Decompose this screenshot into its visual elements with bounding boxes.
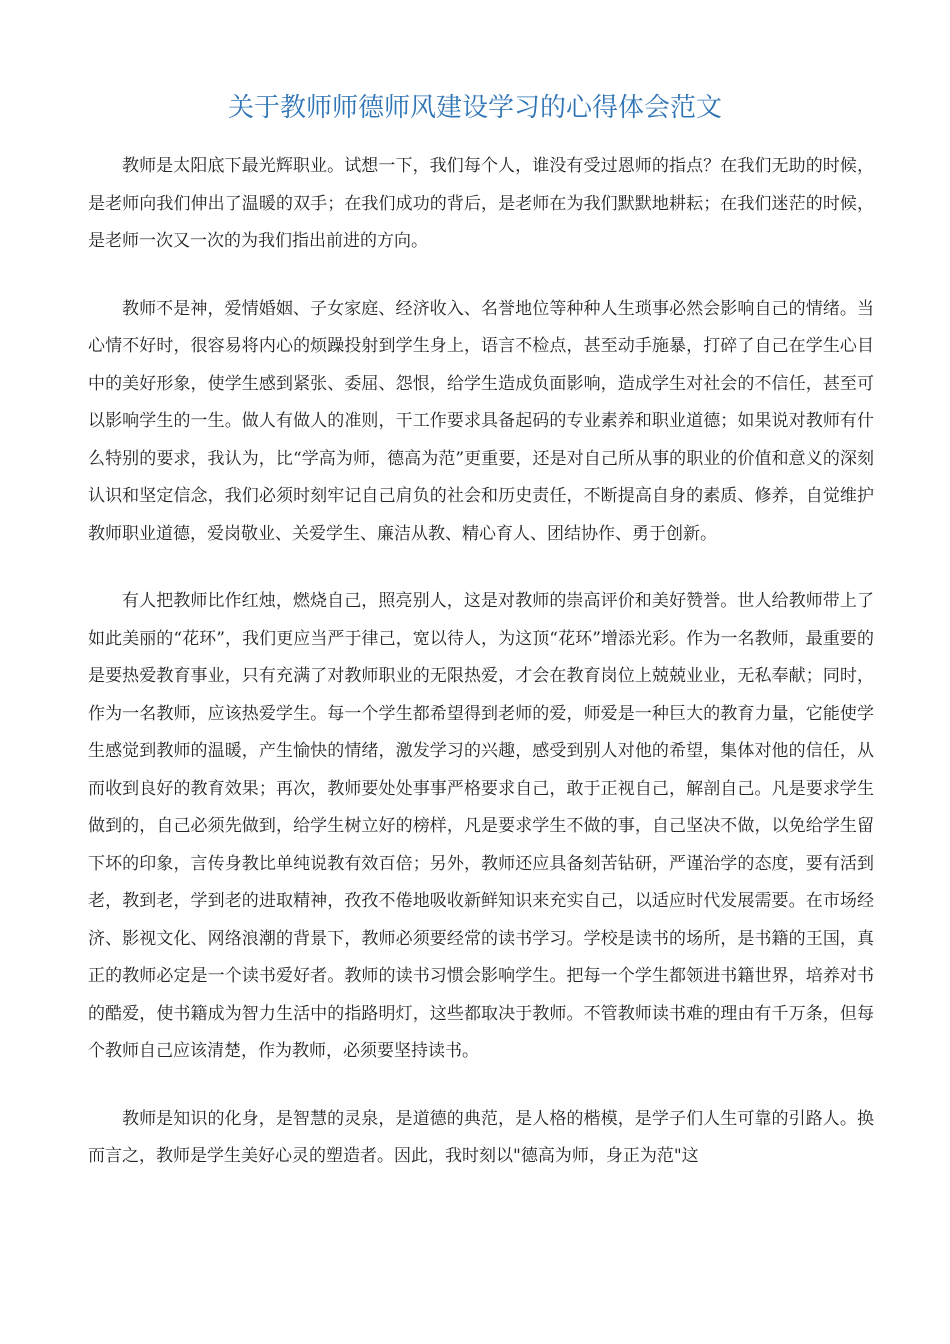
document-body	[88, 148, 874, 1206]
document-title: 关于教师师德师风建设学习的心得体会范文	[227, 93, 722, 123]
paragraph-3: 有人把教师比作红烛，燃烧自己，照亮别人，这是对教师的崇高评价和美好赞誉。世人给教师带上了如此美丽的“花环”，我们更应当严于律己，宽以待人，为这顶“花环”增添光彩。作为一名教师，最重要的是要热爱教育事业，只有充满了对教师职业的无限热爱，才会在教育岗位上兢兢业业，无私奉献；同时，作为一名教师，应该热爱学生。每一个学生都希望得到老师的爱，师爱是一种巨大的教育力量，它能使学生感觉到教师的温暖，产生愉快的情绪，激发学习的兴趣，感受到别人对他的希望，集体对他的信任，从而收到良好的教育效果；再次，教师要处处事事严格要求自己，敢于正视自己，解剖自己。凡是要求学生做到的，自己必须先做到，给学生树立好的榜样，凡是要求学生不做的事，自己坚决不做，以免给学生留下坏的印象，言传身教比单纯说教有效百倍；另外，教师还应具备刻苦钻研，严谨治学的态度，要有活到老，教到老，学到老的进取精神，孜孜不倦地吸收新鲜知识来充实自己，以适应时代发展需要。在市场经济、影视文化、网络浪潮的背景下，教师必须要经常的读书学习。学校是读书的场所，是书籍的王国，真正的教师必定是一个读书爱好者。教师的读书习惯会影响学生。把每一个学生都领进书籍世界，培养对书的酷爱，使书籍成为智力生活中的指路明灯，这些都取决于教师。不管教师读书难的理由有千万条，但每个教师自己应该清楚，作为教师，必须要坚持读书。	[88, 591, 874, 1061]
paragraph-1: 教师是太阳底下最光辉职业。试想一下，我们每个人，谁没有受过恩师的指点？在我们无助的时候，是老师向我们伸出了温暖的双手；在我们成功的背后，是老师在为我们默默地耕耘；在我们迷茫的时候，是老师一次又一次的为我们指出前进的方向。	[88, 156, 874, 251]
paragraph-2: 教师不是神，爱情婚姻、子女家庭、经济收入、名誉地位等种种人生琐事必然会影响自己的情绪。当心情不好时，很容易将内心的烦躁投射到学生身上，语言不检点，甚至动手施暴，打碎了自己在学生心目中的美好形象，使学生感到紧张、委屈、怨恨，给学生造成负面影响，造成学生对社会的不信任，甚至可以影响学生的一生。做人有做人的准则，干工作要求具备起码的专业素养和职业道德；如果说对教师有什么特别的要求，我认为，比“学高为师，德高为范”更重要，还是对自己所从事的职业的价值和意义的深刻认识和坚定信念，我们必须时刻牢记自己肩负的社会和历史责任，不断提高自身的素质、修养，自觉维护教师职业道德，爱岗敬业、关爱学生、廉洁从教、精心育人、团结协作、勇于创新。	[88, 298, 874, 544]
paragraph-4: 教师是知识的化身，是智慧的灵泉，是道德的典范，是人格的楷模，是学子们人生可靠的引路人。换而言之，教师是学生美好心灵的塑造者。因此，我时刻以"德高为师，身正为范"这	[88, 1108, 874, 1166]
